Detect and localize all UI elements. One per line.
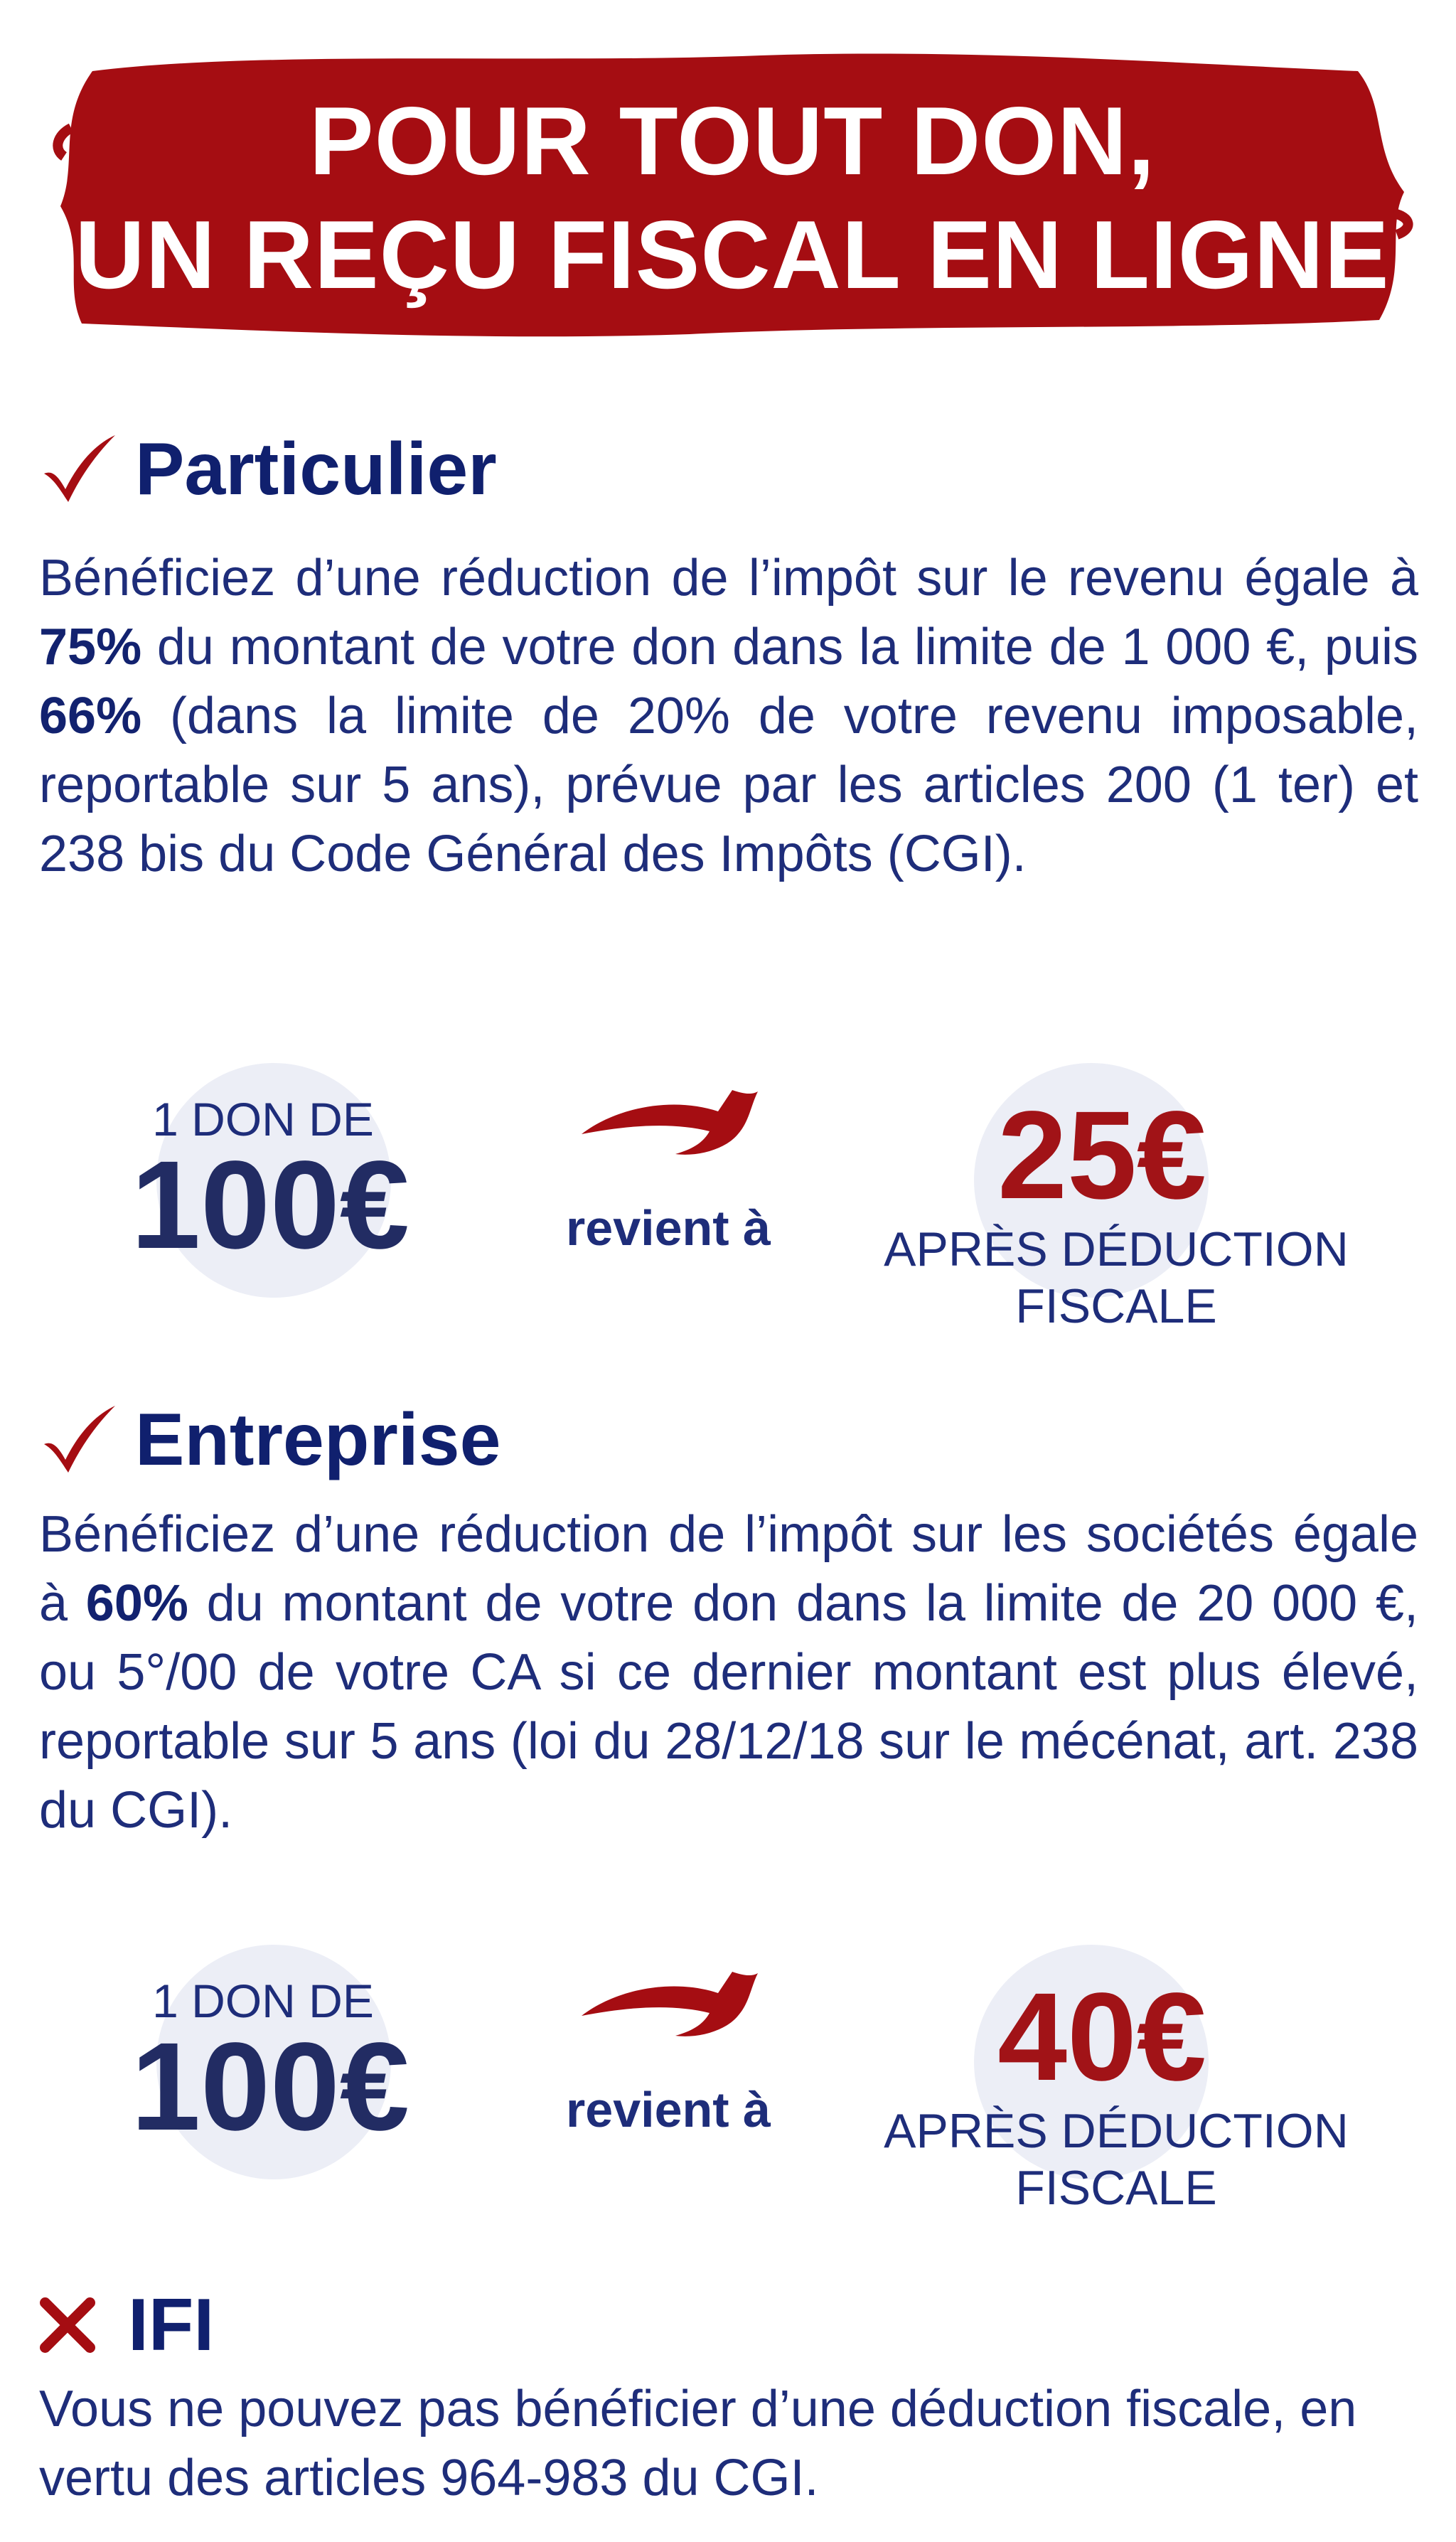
result-caption-line-2: FISCALE — [1015, 2161, 1217, 2215]
result-amount: 25€ — [997, 1086, 1206, 1225]
result-caption-line-1: APRÈS DÉDUCTION — [884, 2104, 1349, 2158]
entreprise-heading — [36, 1397, 500, 1483]
result-caption-line-1: APRÈS DÉDUCTION — [884, 1222, 1349, 1276]
entreprise-example — [0, 1945, 1456, 2243]
entreprise-rate-60: 60% — [85, 1575, 188, 1632]
banner-title — [50, 84, 1415, 311]
particulier-rate-75: 75% — [39, 619, 142, 675]
particulier-example — [0, 1063, 1456, 1362]
particulier-text-part: Bénéficiez d’une réduction de l’impôt sur le revenu égale à — [39, 550, 1418, 607]
result-caption-line-2: FISCALE — [1015, 1279, 1217, 1333]
result-amount: 40€ — [997, 1967, 1206, 2107]
don-label: 1 DON DE — [152, 1975, 374, 2027]
ifi-description: Vous ne pouvez pas bénéficier d’une déduction fiscale, en vertu des articles 964-983 du CGI. — [39, 2381, 1357, 2506]
don-label: 1 DON DE — [152, 1093, 374, 1145]
result-caption — [839, 1221, 1393, 1335]
entreprise-title: Entreprise — [135, 1398, 501, 1481]
particulier-text-part: du montant de votre don dans la limite de 1 000 €, puis — [141, 619, 1418, 675]
particulier-heading — [36, 427, 497, 512]
particulier-rate-66: 66% — [39, 688, 142, 744]
ifi-heading — [36, 2282, 214, 2368]
entreprise-description — [39, 1500, 1418, 1845]
title-banner — [50, 43, 1415, 348]
don-amount: 100€ — [131, 2017, 410, 2157]
entreprise-text-part: Bénéficiez d’une réduction de l’impôt sur les sociétés égale à — [39, 1506, 1418, 1632]
check-icon — [36, 1397, 121, 1483]
banner-title-line-2: UN REÇU FISCAL EN LIGNE — [75, 201, 1390, 309]
particulier-title: Particulier — [135, 427, 497, 511]
curved-arrow-icon — [576, 1077, 761, 1163]
curved-arrow-icon — [576, 1959, 761, 2044]
particulier-text-part: (dans la limite de 20% de votre revenu imposable, reportable sur 5 ans), prévue par les articles 200 (1 ter) et 238 bis du Code Général des Impôts (CGI). — [39, 688, 1418, 882]
cross-icon — [36, 2293, 100, 2357]
revient-label: revient à — [566, 1200, 771, 1256]
result-caption — [839, 2103, 1393, 2216]
entreprise-text-part: du montant de votre don dans la limite de 20 000 €, ou 5°/00 de votre CA si ce dernier montant est plus élevé, reportable sur 5 ans (loi du 28/12/18 sur le mécénat, art. 238 du CGI). — [39, 1575, 1418, 1839]
ifi-title: IFI — [128, 2283, 215, 2366]
check-icon — [36, 427, 121, 512]
banner-title-line-1: POUR TOUT DON, — [309, 87, 1156, 195]
revient-label: revient à — [566, 2082, 771, 2137]
particulier-description — [39, 544, 1418, 889]
don-amount: 100€ — [131, 1136, 410, 1275]
